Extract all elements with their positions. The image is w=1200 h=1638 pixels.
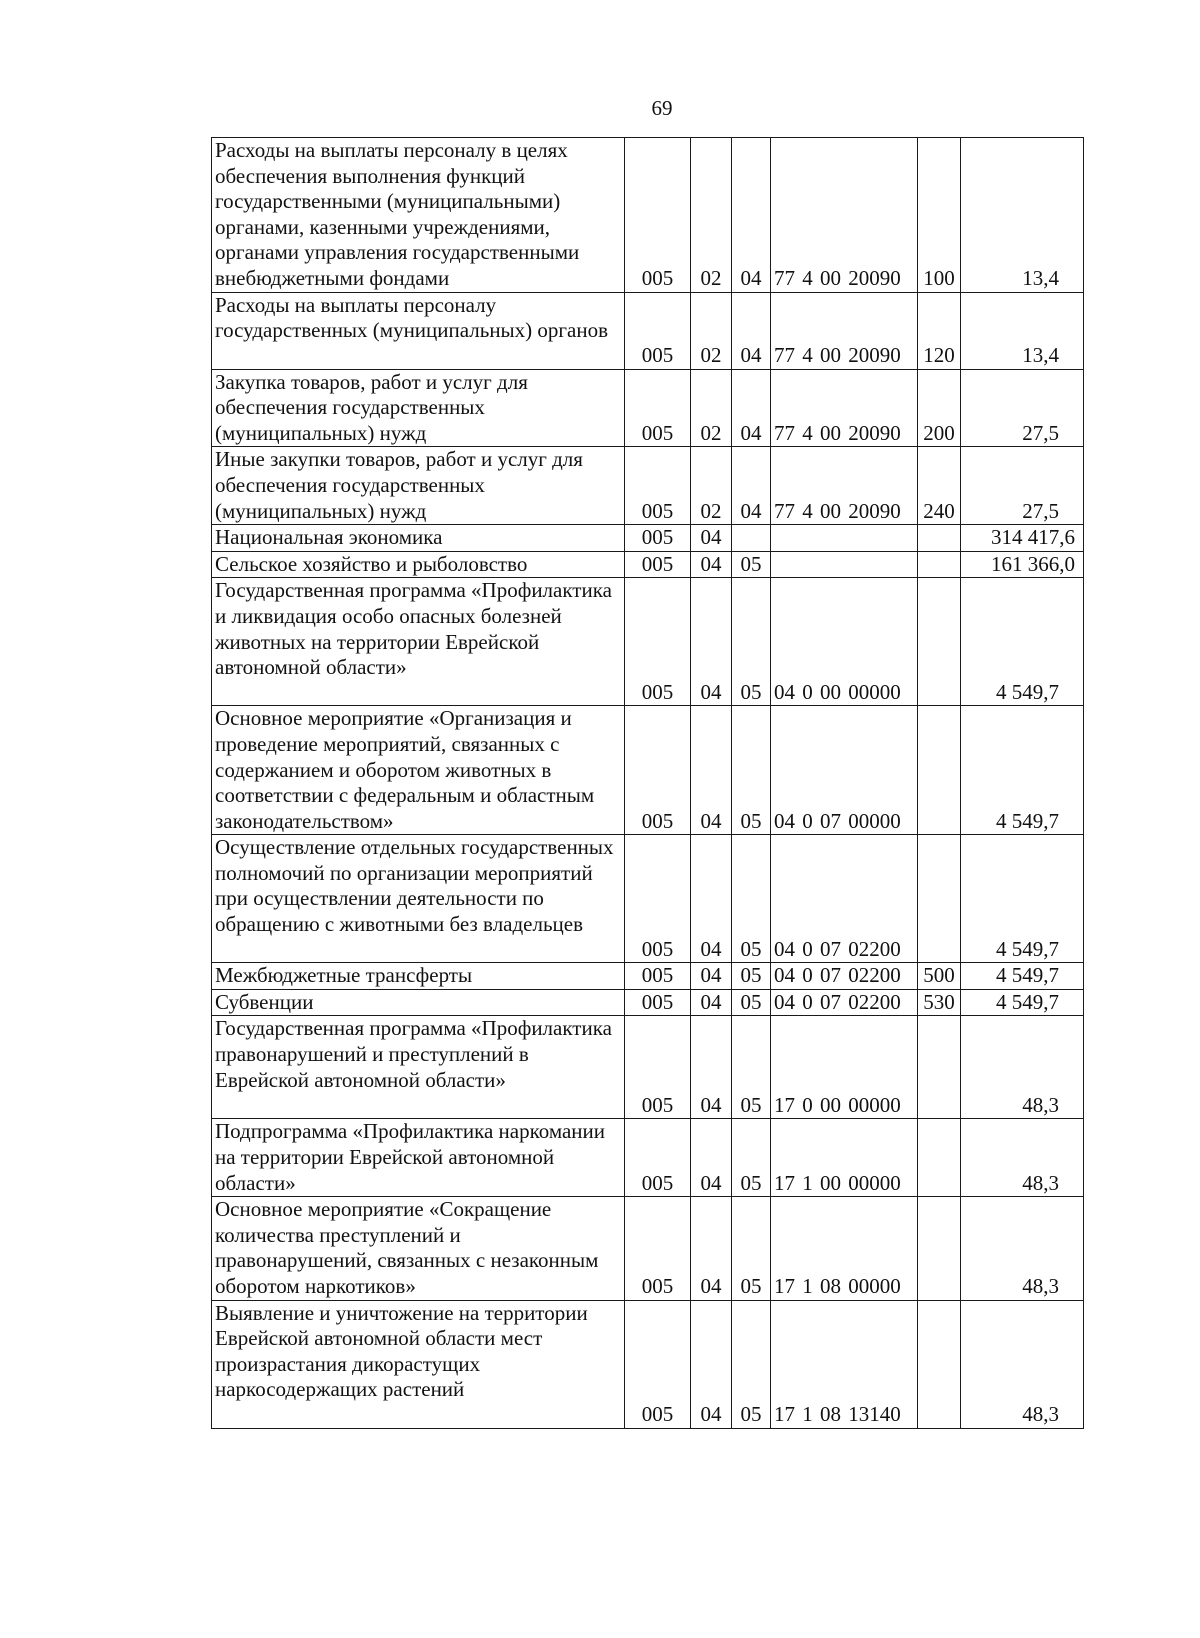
row-name: Межбюджетные трансферты (212, 963, 625, 990)
table-row (212, 1300, 1084, 1428)
section-code: 04 (691, 963, 732, 990)
subsection-code: 05 (732, 578, 771, 706)
subsection-code (732, 525, 771, 552)
amount: 48,3 (961, 1119, 1084, 1197)
subsection-code: 05 (732, 1300, 771, 1428)
target-item-code (771, 551, 918, 578)
table-row (212, 578, 1084, 706)
subsection-code: 05 (732, 551, 771, 578)
subsection-code: 05 (732, 1197, 771, 1300)
expense-type-code (918, 1119, 961, 1197)
page-number: 69 (651, 96, 673, 120)
table-row (212, 1197, 1084, 1300)
amount: 13,4 (961, 138, 1084, 293)
target-item-code: 77 4 00 20090 (771, 369, 918, 447)
subsection-code: 04 (732, 369, 771, 447)
expense-type-code (918, 525, 961, 552)
admin-code: 005 (625, 706, 691, 835)
amount: 13,4 (961, 292, 1084, 369)
admin-code: 005 (625, 292, 691, 369)
expense-type-code: 100 (918, 138, 961, 293)
table-row (212, 1016, 1084, 1119)
row-name: Расходы на выплаты персоналу государственных (муниципальных) органов (212, 292, 625, 369)
admin-code: 005 (625, 1197, 691, 1300)
admin-code: 005 (625, 138, 691, 293)
section-code: 04 (691, 1119, 732, 1197)
expense-type-code (918, 551, 961, 578)
target-item-code: 04 0 07 02200 (771, 989, 918, 1016)
subsection-code: 05 (732, 706, 771, 835)
table-row (212, 551, 1084, 578)
admin-code: 005 (625, 369, 691, 447)
section-code: 04 (691, 578, 732, 706)
section-code: 04 (691, 1016, 732, 1119)
subsection-code: 05 (732, 963, 771, 990)
admin-code: 005 (625, 447, 691, 525)
section-code: 04 (691, 525, 732, 552)
section-code: 04 (691, 1300, 732, 1428)
row-name: Расходы на выплаты персоналу в целях обеспечения выполнения функций государственными (муниципальными) органами, казенными учреждениями, органами управления государственными внебюджетными фондами (212, 138, 625, 293)
expense-type-code (918, 835, 961, 963)
row-name: Субвенции (212, 989, 625, 1016)
section-code: 02 (691, 138, 732, 293)
subsection-code: 05 (732, 1016, 771, 1119)
admin-code: 005 (625, 1300, 691, 1428)
row-name: Выявление и уничтожение на территории Еврейской автономной области мест произрастания дикорастущих наркосодержащих растений (212, 1300, 625, 1428)
admin-code: 005 (625, 551, 691, 578)
table-row (212, 835, 1084, 963)
target-item-code: 17 1 00 00000 (771, 1119, 918, 1197)
expense-type-code (918, 1300, 961, 1428)
target-item-code: 17 1 08 00000 (771, 1197, 918, 1300)
row-name: Национальная экономика (212, 525, 625, 552)
row-name: Государственная программа «Профилактика и ликвидация особо опасных болезней животных на территории Еврейской автономной области» (212, 578, 625, 706)
target-item-code: 04 0 00 00000 (771, 578, 918, 706)
admin-code: 005 (625, 525, 691, 552)
target-item-code: 04 0 07 02200 (771, 963, 918, 990)
admin-code: 005 (625, 989, 691, 1016)
expense-type-code: 530 (918, 989, 961, 1016)
target-item-code (771, 525, 918, 552)
row-name: Закупка товаров, работ и услуг для обеспечения государственных (муниципальных) нужд (212, 369, 625, 447)
budget-table (211, 137, 1084, 1429)
target-item-code: 04 0 07 00000 (771, 706, 918, 835)
amount: 4 549,7 (961, 963, 1084, 990)
table-row (212, 292, 1084, 369)
target-item-code: 04 0 07 02200 (771, 835, 918, 963)
expense-type-code (918, 1197, 961, 1300)
amount: 48,3 (961, 1197, 1084, 1300)
row-name: Подпрограмма «Профилактика наркомании на территории Еврейской автономной области» (212, 1119, 625, 1197)
table-row (212, 963, 1084, 990)
subsection-code: 05 (732, 989, 771, 1016)
row-name: Иные закупки товаров, работ и услуг для обеспечения государственных (муниципальных) нужд (212, 447, 625, 525)
amount: 48,3 (961, 1016, 1084, 1119)
amount: 4 549,7 (961, 989, 1084, 1016)
section-code: 04 (691, 706, 732, 835)
row-name: Государственная программа «Профилактика правонарушений и преступлений в Еврейской автономной области» (212, 1016, 625, 1119)
target-item-code: 77 4 00 20090 (771, 138, 918, 293)
amount: 27,5 (961, 369, 1084, 447)
subsection-code: 05 (732, 835, 771, 963)
amount: 314 417,6 (961, 525, 1084, 552)
amount: 4 549,7 (961, 578, 1084, 706)
table-row (212, 989, 1084, 1016)
target-item-code: 77 4 00 20090 (771, 292, 918, 369)
section-code: 04 (691, 551, 732, 578)
admin-code: 005 (625, 578, 691, 706)
subsection-code: 05 (732, 1119, 771, 1197)
expense-type-code: 120 (918, 292, 961, 369)
section-code: 02 (691, 447, 732, 525)
subsection-code: 04 (732, 292, 771, 369)
section-code: 04 (691, 989, 732, 1016)
table-row (212, 706, 1084, 835)
table-row (212, 1119, 1084, 1197)
section-code: 04 (691, 835, 732, 963)
target-item-code: 17 0 00 00000 (771, 1016, 918, 1119)
target-item-code: 17 1 08 13140 (771, 1300, 918, 1428)
row-name: Основное мероприятие «Сокращение количества преступлений и правонарушений, связанных с незаконным оборотом наркотиков» (212, 1197, 625, 1300)
table-row (212, 138, 1084, 293)
admin-code: 005 (625, 1119, 691, 1197)
amount: 161 366,0 (961, 551, 1084, 578)
target-item-code: 77 4 00 20090 (771, 447, 918, 525)
expense-type-code: 200 (918, 369, 961, 447)
table-row (212, 369, 1084, 447)
row-name: Сельское хозяйство и рыболовство (212, 551, 625, 578)
subsection-code: 04 (732, 138, 771, 293)
expense-type-code: 240 (918, 447, 961, 525)
section-code: 04 (691, 1197, 732, 1300)
table-row (212, 447, 1084, 525)
expense-type-code (918, 1016, 961, 1119)
amount: 48,3 (961, 1300, 1084, 1428)
admin-code: 005 (625, 1016, 691, 1119)
row-name: Осуществление отдельных государственных полномочий по организации мероприятий при осуществлении деятельности по обращению с животными без владельцев (212, 835, 625, 963)
amount: 27,5 (961, 447, 1084, 525)
table-row (212, 525, 1084, 552)
admin-code: 005 (625, 835, 691, 963)
subsection-code: 04 (732, 447, 771, 525)
row-name: Основное мероприятие «Организация и проведение мероприятий, связанных с содержанием и оборотом животных в соответствии с федеральным и областным законодательством» (212, 706, 625, 835)
admin-code: 005 (625, 963, 691, 990)
section-code: 02 (691, 292, 732, 369)
section-code: 02 (691, 369, 732, 447)
amount: 4 549,7 (961, 835, 1084, 963)
amount: 4 549,7 (961, 706, 1084, 835)
expense-type-code: 500 (918, 963, 961, 990)
expense-type-code (918, 578, 961, 706)
expense-type-code (918, 706, 961, 835)
